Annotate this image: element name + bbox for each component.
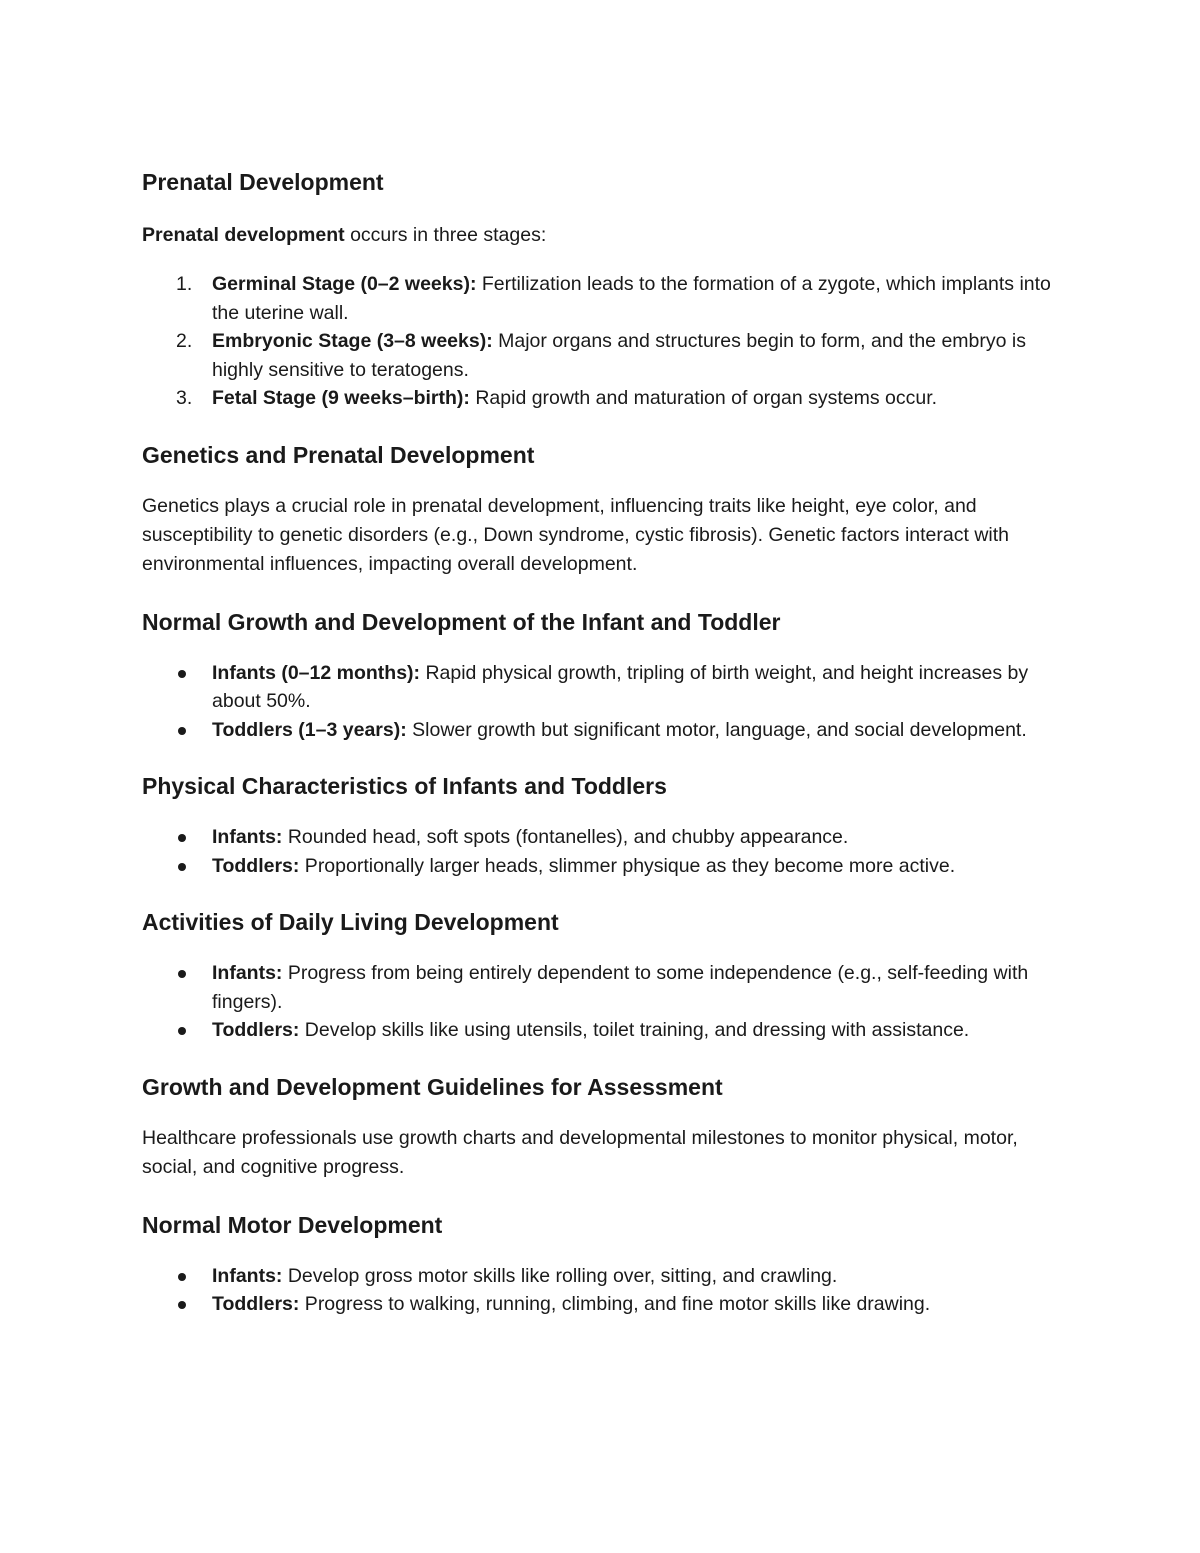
list-item [142,823,1062,852]
list-item [142,270,1062,327]
item-text: Major organs and structures begin to form, and the embryo is highly sensitive to teratogens. [212,330,1026,381]
list-item [142,1290,1062,1319]
guidelines-paragraph: Healthcare professionals use growth charts and developmental milestones to monitor physical, motor, social, and cognitive progress. [142,1126,1018,1178]
list-item [142,384,1062,413]
item-label: Toddlers: [212,1019,300,1041]
bullet-icon [178,727,186,735]
bullet-icon [178,834,186,842]
document-page [142,166,1062,1319]
heading-prenatal-development: Prenatal Development [142,169,384,195]
bullet-icon [178,1027,186,1035]
item-text: Proportionally larger heads, slimmer physique as they become more active. [299,854,956,877]
genetics-paragraph: Genetics plays a crucial role in prenatal development, influencing traits like height, eye color, and susceptibility to genetic disorders (e.g., Down syndrome, cystic fibrosis). Genetic factors interact with environmental influences, impacting overall development. [142,494,1009,575]
item-label: Infants: [212,826,283,848]
motor-list [142,1262,1062,1319]
list-number: 2. [176,330,193,352]
item-text: Slower growth but significant motor, language, and social development. [406,718,1027,741]
item-text: Rapid growth and maturation of organ systems occur. [469,387,938,409]
physical-list [142,823,1062,880]
item-label: Infants: [212,962,283,984]
bullet-icon [178,863,186,871]
list-number: 1. [176,273,193,295]
item-text: Develop gross motor skills like rolling over, sitting, and crawling. [282,1264,838,1287]
bullet-icon [178,970,186,978]
heading-adl-development: Activities of Daily Living Development [142,909,559,935]
list-item [142,659,1062,716]
bullet-icon [178,670,186,678]
heading-motor-development: Normal Motor Development [142,1211,443,1238]
list-number: 3. [176,387,193,409]
item-label: Toddlers: [212,854,300,877]
prenatal-intro [142,221,1062,250]
list-item [142,1016,1062,1045]
prenatal-intro-text: occurs in three stages: [344,224,547,246]
item-label: Embryonic Stage (3–8 weeks): [212,330,493,352]
heading-normal-growth: Normal Growth and Development of the Infant and Toddler [142,608,781,635]
item-text: Progress to walking, running, climbing, and fine motor skills like drawing. [299,1293,931,1315]
normal-growth-list [142,659,1062,745]
heading-physical-characteristics: Physical Characteristics of Infants and Toddlers [142,773,667,799]
item-text: Fertilization leads to the formation of a zygote, which implants into the uterine wall. [212,273,1051,324]
list-item [142,959,1062,1016]
item-text: Progress from being entirely dependent to some independence (e.g., self-feeding with fingers). [212,962,1029,1013]
item-label: Fetal Stage (9 weeks–birth): [212,387,470,409]
item-label: Toddlers: [212,1293,300,1315]
item-label: Infants (0–12 months): [212,661,421,684]
item-label: Toddlers (1–3 years): [212,718,407,741]
list-item [142,852,1062,881]
heading-assessment-guidelines: Growth and Development Guidelines for Assessment [142,1073,723,1100]
bullet-icon [178,1301,186,1309]
item-label: Germinal Stage (0–2 weeks): [212,273,477,295]
adl-list [142,959,1062,1045]
item-text: Rounded head, soft spots (fontanelles), and chubby appearance. [282,826,849,848]
bullet-icon [178,1273,186,1281]
item-text: Develop skills like using utensils, toilet training, and dressing with assistance. [299,1019,970,1041]
item-label: Infants: [212,1264,283,1287]
list-item [142,327,1062,384]
heading-genetics: Genetics and Prenatal Development [142,441,535,468]
prenatal-stages-list [142,270,1062,413]
item-text: Rapid physical growth, tripling of birth weight, and height increases by about 50%. [212,661,1029,712]
list-item [142,1262,1062,1291]
prenatal-intro-bold: Prenatal development [142,224,345,246]
list-item [142,716,1062,745]
